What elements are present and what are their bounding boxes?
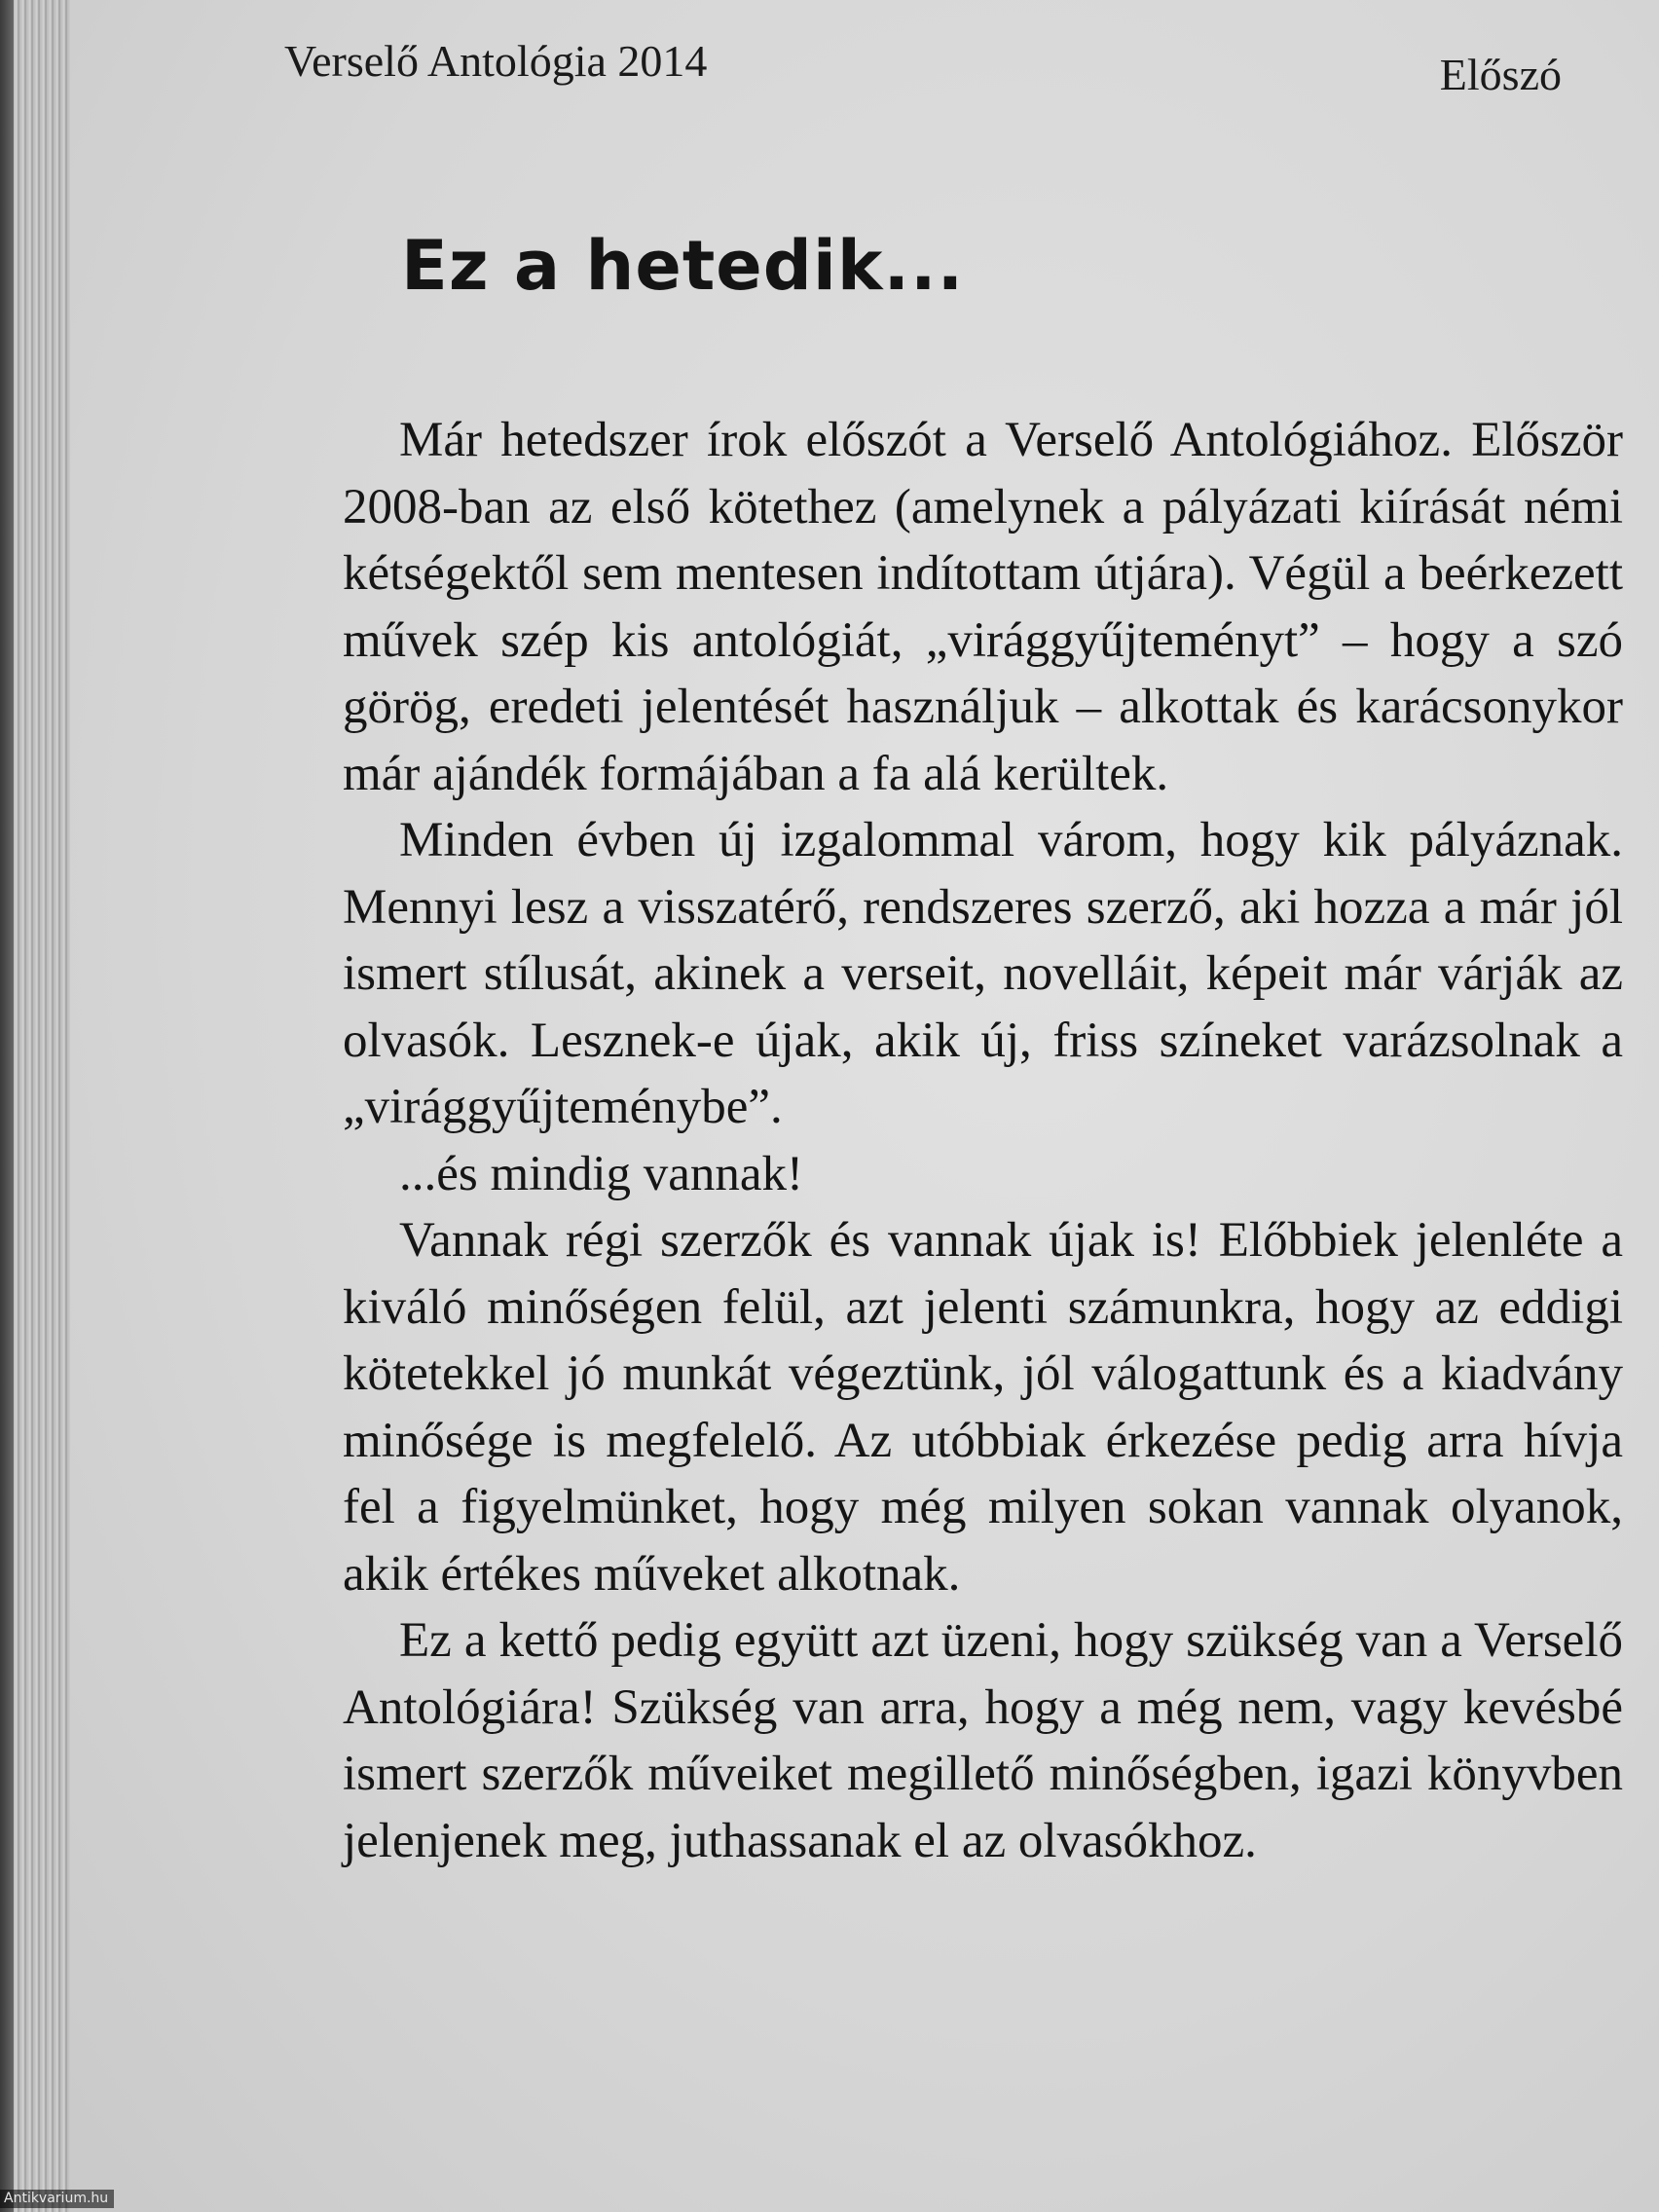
chapter-title: Ez a hetedik... xyxy=(401,226,965,306)
page-edges xyxy=(14,0,70,2212)
watermark: Antikvarium.hu xyxy=(0,2190,114,2208)
paragraph: Vannak régi szerzők és vannak újak is! Előbbiek jelenléte a kiváló minőségen felül, azt jelenti számunkra, hogy az eddigi kötetekkel jó munkát végeztünk, jól válogattunk és a kiadvány minősége is megfelelő. Az utóbbiak érkezése pedig arra hívja fel a figyelmünket, hogy még milyen sokan vannak olyanok, akik értékes műveket alkotnak. xyxy=(343,1213,1623,1602)
book-page xyxy=(70,0,1659,2212)
paragraph: Minden évben új izgalommal várom, hogy kik pályáznak. Mennyi lesz a visszatérő, rendszeres szerző, aki hozza a már jól ismert stílusát, akinek a verseit, novelláit, képeit már várják az olvasók. Lesznek-e újak, akik új, friss színeket varázsolnak a „virággyűjteménybe”. xyxy=(343,813,1623,1134)
body-text xyxy=(343,407,1623,1874)
paragraph: Ez a kettő pedig együtt azt üzeni, hogy szükség van a Verselő Antológiára! Szükség van arra, hogy a még nem, vagy kevésbé ismert szerzők műveiket megillető minőségben, igazi könyvben jelenjenek meg, juthassanak el az olvasókhoz. xyxy=(343,1613,1623,1868)
section-name: Előszó xyxy=(1439,50,1562,99)
running-header xyxy=(284,35,1562,99)
paragraph: Már hetedszer írok előszót a Verselő Antológiához. Először 2008-ban az első kötethez (amelynek a pályázati kiírását némi kétségektől sem mentesen indítottam útjára). Végül a beérkezett művek szép kis antológiát, „virággyűjteményt” – hogy a szó görög, eredeti jelentését használjuk – alkottak és karácsonykor már ajándék formájában a fa alá kerültek. xyxy=(343,413,1623,801)
book-spine xyxy=(0,0,14,2212)
book-title: Verselő Antológia 2014 xyxy=(284,36,708,86)
paragraph: ...és mindig vannak! xyxy=(399,1146,803,1201)
